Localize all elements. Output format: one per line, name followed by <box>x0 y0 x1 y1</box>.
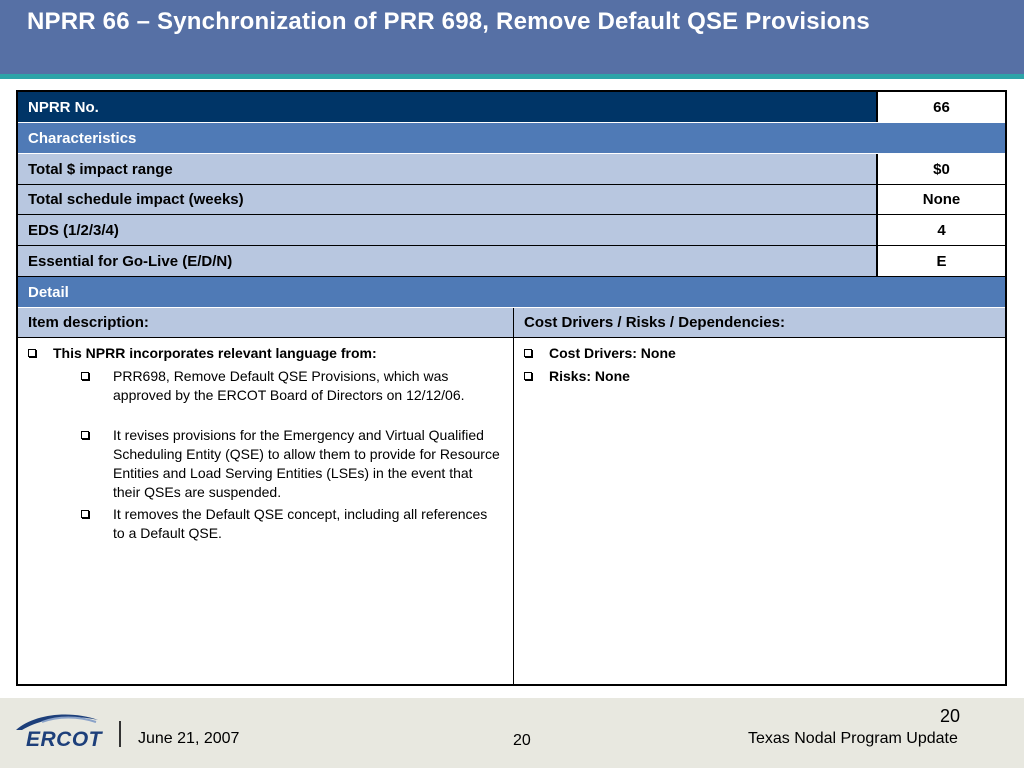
sub-item-text: It removes the Default QSE concept, including all references to a Default QSE. <box>113 506 488 541</box>
characteristics-header-row <box>18 123 1005 154</box>
footer-program-name: Texas Nodal Program Update <box>748 730 958 747</box>
checkbox-bullet-icon <box>524 372 532 380</box>
checkbox-bullet-icon <box>81 510 89 518</box>
footer-date: June 21, 2007 <box>138 730 240 747</box>
cost-drivers-cell <box>513 338 1005 684</box>
schedule-impact-label: Total schedule impact (weeks) <box>28 191 244 208</box>
impact-range-value: $0 <box>876 154 1005 184</box>
list-item <box>81 505 501 543</box>
nprr-number-value: 66 <box>876 92 1005 122</box>
cost-drivers-heading: Cost Drivers / Risks / Dependencies: <box>513 308 1005 337</box>
schedule-impact-value: None <box>876 185 1005 214</box>
footer-page-center: 20 <box>513 732 531 749</box>
nprr-number-label: NPRR No. <box>28 98 99 116</box>
risks-text: Risks: None <box>549 368 630 384</box>
slide-footer <box>0 698 1024 768</box>
list-item <box>524 367 984 386</box>
list-item <box>81 426 501 502</box>
logo-wordmark: ERCOT <box>26 728 102 751</box>
ercot-logo <box>12 710 102 754</box>
list-item <box>81 367 501 405</box>
sub-item-text: PRR698, Remove Default QSE Provisions, which was approved by the ERCOT Board of Directors on 12/12/06. <box>113 368 465 403</box>
detail-label: Detail <box>28 283 69 301</box>
nprr-table <box>16 90 1007 686</box>
detail-columns-row <box>18 308 1005 338</box>
nprr-number-row <box>18 92 1005 123</box>
characteristics-label: Characteristics <box>28 129 137 147</box>
impact-range-label: Total $ impact range <box>28 160 173 178</box>
eds-value: 4 <box>876 215 1005 245</box>
table-row <box>18 154 1005 185</box>
footer-divider <box>119 721 121 747</box>
eds-label: EDS (1/2/3/4) <box>28 221 119 239</box>
detail-body <box>18 338 1005 684</box>
essential-golive-value: E <box>876 246 1005 276</box>
checkbox-bullet-icon <box>81 431 89 439</box>
item-description-heading: Item description: <box>28 314 149 331</box>
header-accent-stripe <box>0 74 1024 79</box>
essential-golive-label: Essential for Go-Live (E/D/N) <box>28 252 233 270</box>
table-row <box>18 185 1005 215</box>
page-number: 20 <box>940 706 961 726</box>
item-main-text: This NPRR incorporates relevant language from: <box>53 345 377 361</box>
cost-drivers-text: Cost Drivers: None <box>549 345 676 361</box>
list-item <box>28 344 498 363</box>
checkbox-bullet-icon <box>81 372 89 380</box>
table-row <box>18 215 1005 246</box>
sub-item-text: It revises provisions for the Emergency and Virtual Qualified Scheduling Entity (QSE) to allow them to provide for Resource Entities and Load Serving Entities (LSEs) in the event that their QSEs are suspended. <box>113 427 500 500</box>
checkbox-bullet-icon <box>524 349 532 357</box>
slide-title: NPRR 66 – Synchronization of PRR 698, Remove Default QSE Provisions <box>27 8 870 35</box>
detail-header-row <box>18 277 1005 308</box>
table-row <box>18 246 1005 277</box>
list-item <box>524 344 984 363</box>
checkbox-bullet-icon <box>28 349 36 357</box>
item-description-cell <box>18 338 513 684</box>
